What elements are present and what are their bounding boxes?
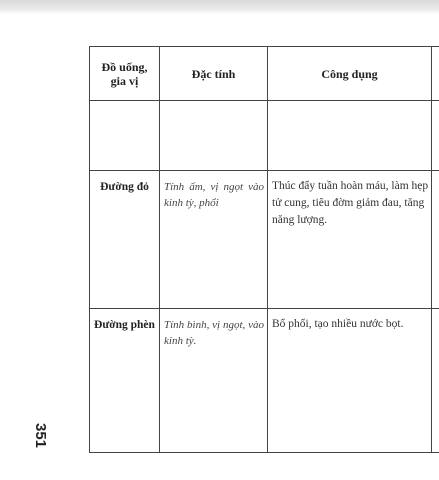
row-property: Tính bình, vị ngọt, vào kinh tỳ. (164, 319, 264, 347)
header-use: Công dụng (321, 66, 378, 81)
row-name-cell (90, 101, 160, 171)
header-cell-use (268, 47, 432, 101)
row-use (268, 101, 431, 108)
table-row (90, 101, 439, 171)
row-name (90, 101, 159, 109)
page-top-shadow (0, 0, 439, 14)
row-name: Đường phèn (94, 319, 155, 331)
row-property (160, 101, 267, 109)
header-property: Đặc tính (191, 66, 236, 81)
header-cell-name (90, 47, 160, 101)
row-extra-cell (432, 171, 439, 309)
row-name-cell (90, 309, 160, 453)
page-number: 351 (32, 423, 49, 449)
row-name-cell (90, 171, 160, 309)
header-cell-extra (432, 47, 439, 101)
row-use-cell (268, 101, 432, 171)
row-use: Bổ phổi, tạo nhiều nước bọt. (272, 318, 404, 330)
row-property-cell (160, 171, 268, 309)
table-row (90, 309, 439, 453)
header-name: Đồ uống, gia vị (101, 59, 148, 88)
row-extra-cell (432, 309, 439, 453)
row-use-cell (268, 309, 432, 453)
row-property-cell (160, 101, 268, 171)
row-extra-cell (432, 101, 439, 171)
table-header-row (90, 47, 439, 101)
row-use-cell (268, 171, 432, 309)
table-row (90, 171, 439, 309)
row-property-cell (160, 309, 268, 453)
row-property: Tính ấm, vị ngọt vào kinh tỳ, phổi (164, 181, 264, 209)
header-cell-property (160, 47, 268, 101)
drinks-spices-table (89, 46, 439, 453)
row-name: Đường đỏ (100, 181, 149, 193)
row-use: Thúc đẩy tuần hoàn máu, làm hẹp tử cung, tiêu đờm giảm đau, tăng năng lượng. (272, 180, 429, 226)
